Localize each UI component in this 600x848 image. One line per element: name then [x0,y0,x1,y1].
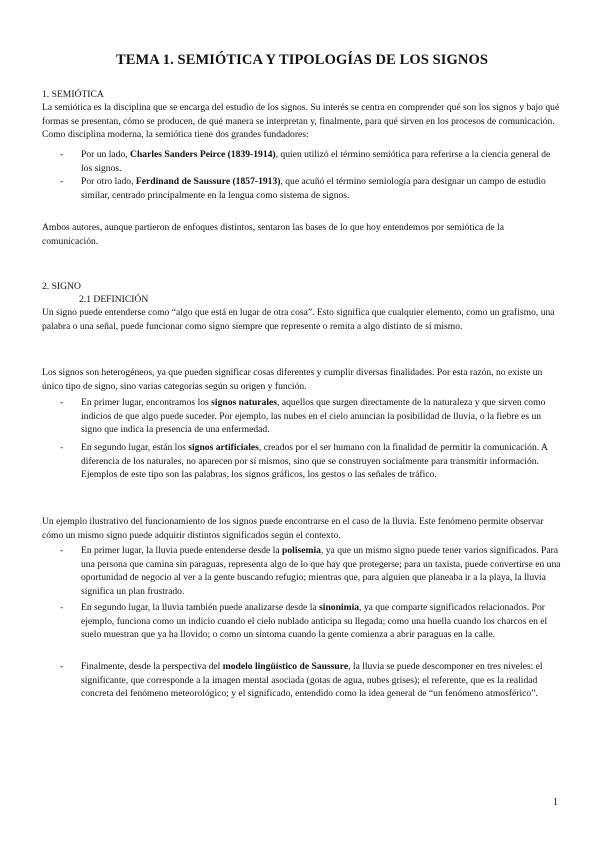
dash-bullet: - [60,397,64,408]
dash-bullet: - [60,442,64,453]
dash-bullet: - [60,149,64,160]
text: , ya que comparte significados relacionados. Por ejemplo, funciona como un indicio cuando el cielo nublado anticipa su llegada; como una huella cuando los charcos en el suelo muestran que ya ha llovido; o como un síntoma cuando la gente comienza a abrir paraguas en la calle. [81,602,548,640]
section-heading-signo: 2. SIGNO [42,281,81,292]
list-item-modelo-saussure [42,660,562,701]
text: Finalmente, desde la perspectiva del [81,661,223,672]
text: , ya que un mismo signo puede tener varios significados. Para una persona que camina sin paraguas, representa algo de lo que hay que protegerse; para un taxista, puede convertirse en una oportunidad de negocio al ver a la gente buscando refugio; mientras que, para alguien que planeaba ir a la playa, la lluvia significa un plan frustrado. [81,545,561,597]
paragraph-definicion: Un signo puede entenderse como “algo que está en lugar de otra cosa”. Esto significa que cualquier elemento, como un grafismo, una palabra o una señal, puede funcionar como signo siempre que represente o remita a algo distinto de sí mismo. [42,307,555,332]
bold-text: signos artificiales [188,442,259,453]
list-item-signos-naturales [42,396,562,437]
subsection-heading-definicion: 2.1 DEFINICIÓN [79,294,149,305]
text: En primer lugar, la lluvia puede entenderse desde la [81,545,283,556]
document-title: TEMA 1. SEMIÓTICA Y TIPOLOGÍAS DE LOS SIGNOS [115,52,489,68]
paragraph-lluvia: Un ejemplo ilustrativo del funcionamiento de los signos puede encontrarse en el caso de la lluvia. Este fenómeno permite observar cómo un mismo signo puede adquirir distintos significados según el contexto. [42,516,544,541]
list-item-signos-artificiales [42,441,562,482]
text: , quien utilizó el término semiótica para referirse a la ciencia general de los signos. [81,149,551,174]
text: En segundo lugar, la lluvia también puede analizarse desde la [81,602,320,613]
bold-text: Ferdinand de Saussure (1857-1913) [135,176,281,187]
text: Por un lado, [81,149,131,160]
dash-bullet: - [60,602,64,613]
text: En primer lugar, encontramos los [81,397,212,408]
section-heading-semiotica: 1. SEMIÓTICA [42,89,104,100]
text: , la lluvia se puede descomponer en tres niveles: el significante, que corresponde a la imagen mental asociada (gotas de agua, nubes grises); el referente, que es la realidad concreta del fenómeno meteorológico; y el significado, entendido como la idea general de “un fenómeno atmosférico”. [81,661,543,699]
bold-text: signos naturales [211,397,278,408]
paragraph-semiotica-intro: La semiótica es la disciplina que se encarga del estudio de los signos. Su interés se centra en comprender qué son los signos y bajo qué formas se presentan, cómo se producen, de qué manera se interpretan y, finalmente, para qué sirven en los procesos de comunicación. Como disciplina moderna, la semiótica tiene dos grandes fundadores: [42,102,560,140]
bold-text: sinonimia [319,602,360,613]
dash-bullet: - [60,661,64,672]
bold-text: Charles Sanders Peirce (1839-1914) [130,149,276,160]
list-item-saussure [42,175,562,202]
text: , que acuñó el término semiología para designar un campo de estudio similar, centrado principalmente en la lengua como sistema de signos. [81,176,546,201]
text: , creados por el ser humano con la finalidad de permitir la comunicación. A diferencia de los naturales, no aparecen por sí mismos, sino que se construyen socialmente para transmitir información. Ejemplos de este tipo son las palabras, los signos gráficos, los gestos o las señales de tráfico. [81,442,548,480]
list-item-peirce [42,148,562,175]
list-item-polisemia [42,544,562,598]
dash-bullet: - [60,176,64,187]
list-item-sinonimia [42,601,562,642]
bold-text: polisemia [282,545,321,556]
paragraph-semiotica-closing: Ambos autores, aunque partieron de enfoques distintos, sentaron las bases de lo que hoy entendemos por semiótica de la comunicación. [42,222,504,247]
bold-text: modelo lingüístico de Saussure [222,661,349,672]
text: En segundo lugar, están los [81,442,189,453]
paragraph-heterogeneos: Los signos son heterogéneos, ya que pueden significar cosas diferentes y cumplir diversas finalidades. Por esta razón, no existe un único tipo de signo, sino varias categorías según su origen y función. [42,367,543,392]
page-number: 1 [553,797,558,808]
text: Por otro lado, [81,176,136,187]
dash-bullet: - [60,545,64,556]
text: , aquellos que surgen directamente de la naturaleza y que sirven como indicios de que algo puede suceder. Por ejemplo, las nubes en el cielo anuncian la posibilidad de lluvia, o la fiebre es un signo que indica la presencia de una enfermedad. [81,397,546,435]
